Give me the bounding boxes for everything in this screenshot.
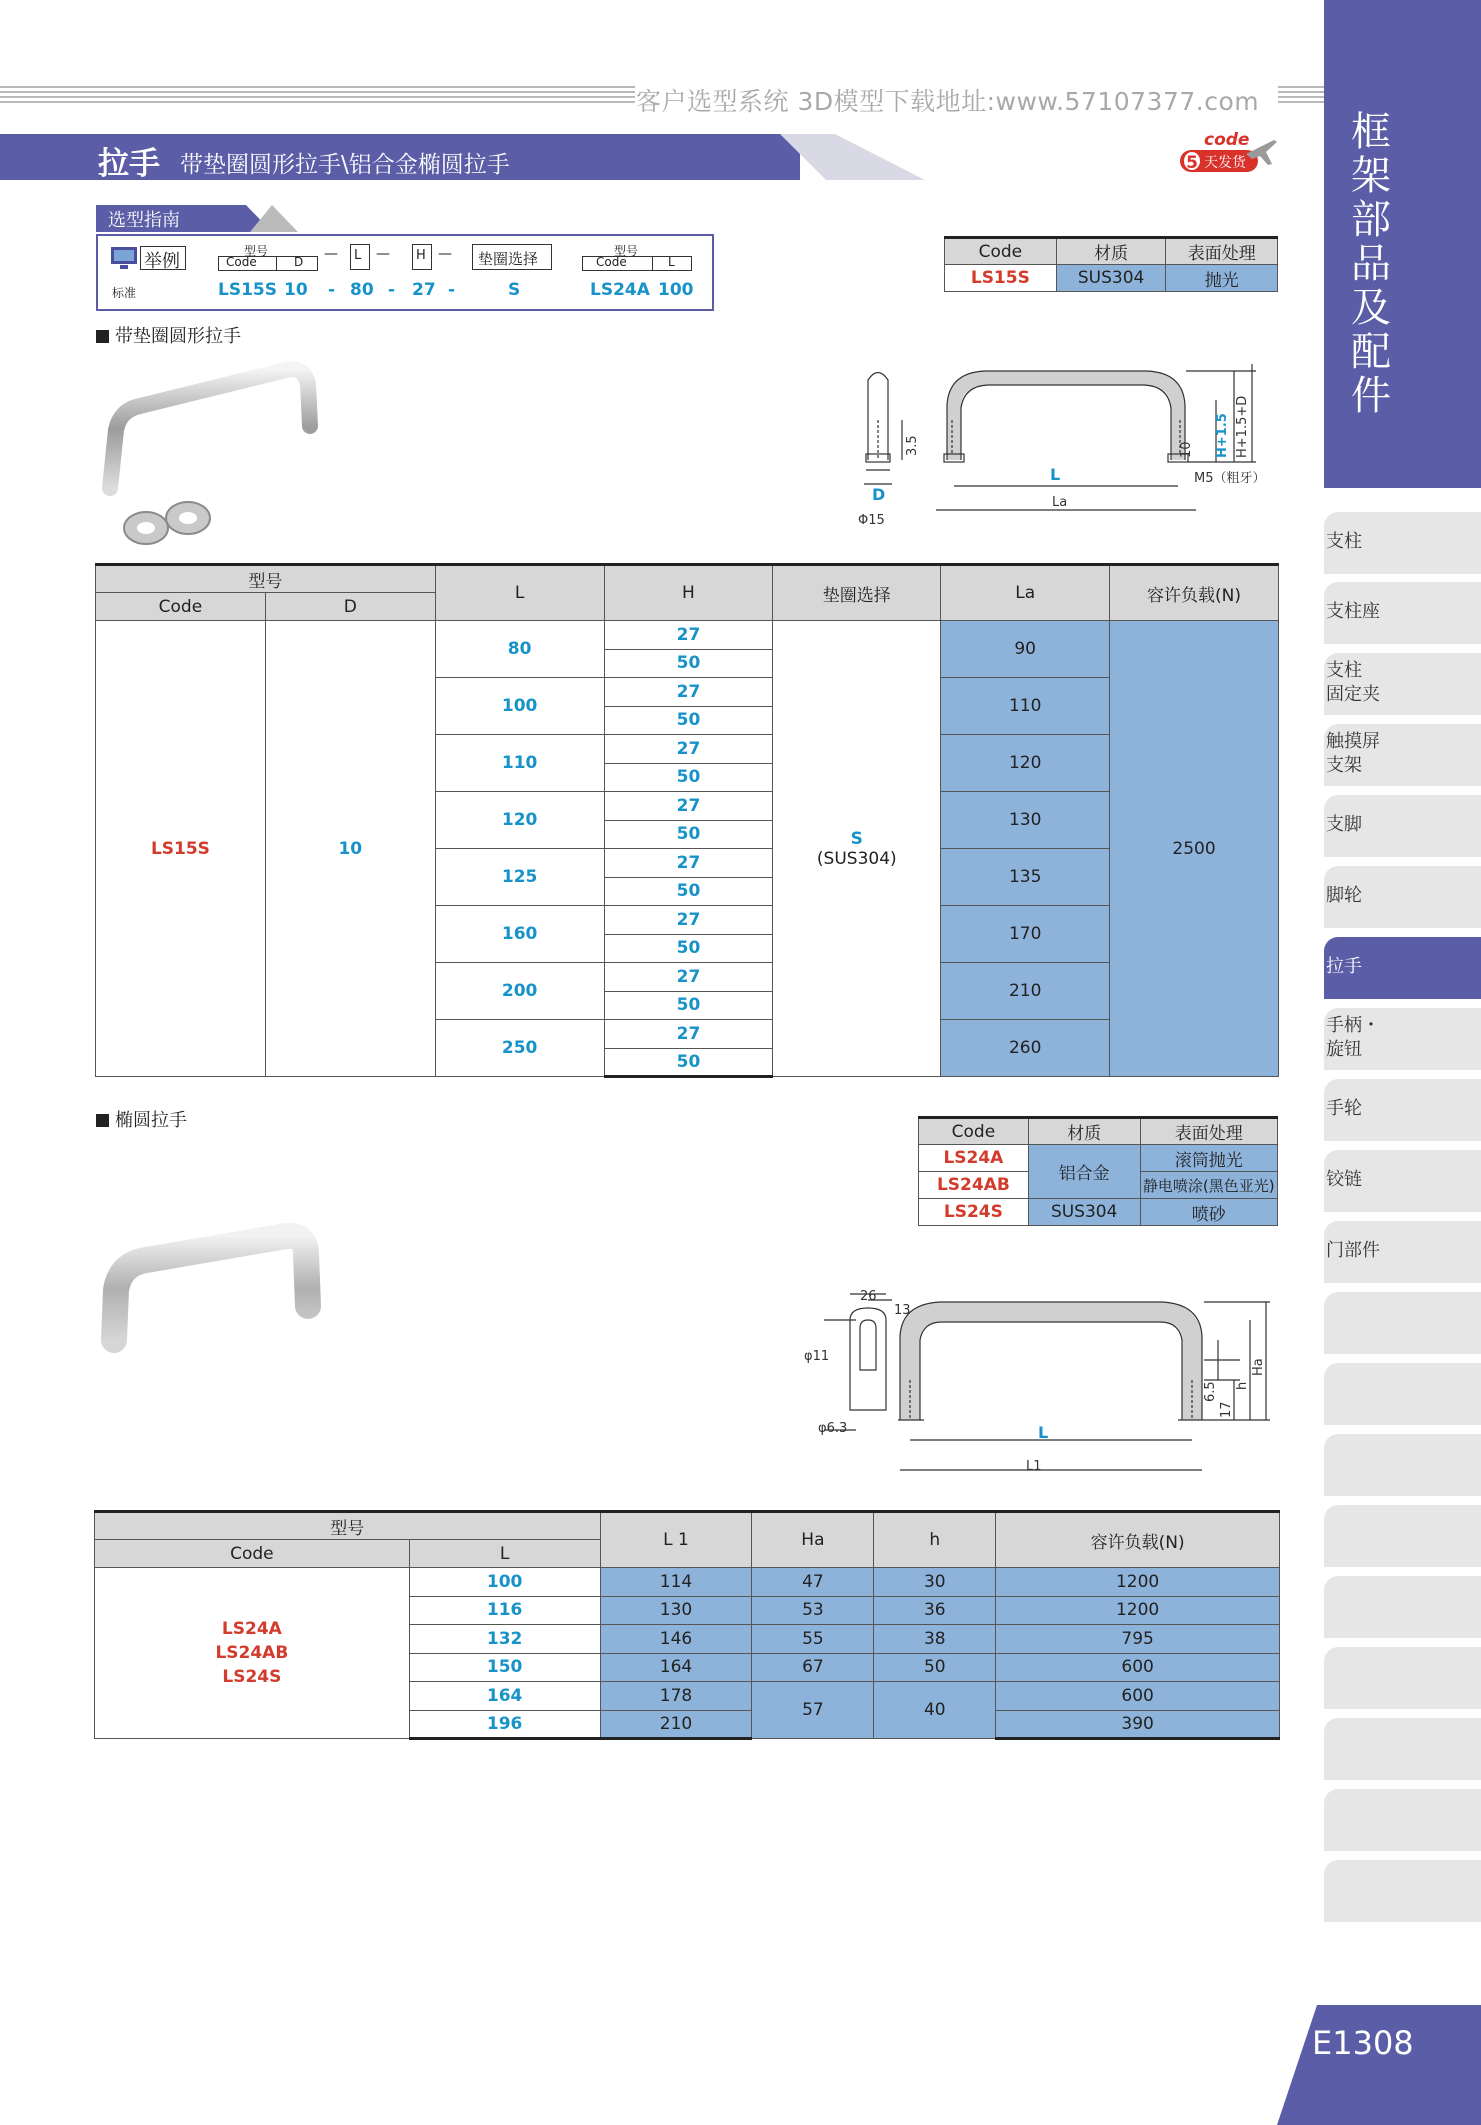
page-number-bg — [1277, 2005, 1481, 2125]
side-category-title: 框架部品及配件 — [1351, 109, 1391, 419]
example-d: 10 — [284, 280, 308, 300]
table-row: 50 — [96, 820, 1279, 849]
oval-handle-drawing — [800, 1280, 1280, 1480]
round-handle-drawing — [856, 360, 1276, 530]
table-row: 200 27 210 — [96, 963, 1279, 992]
svg-text:6.5: 6.5 — [1203, 1381, 1218, 1402]
material-value: SUS304 — [1056, 265, 1166, 292]
svg-text:Φ15: Φ15 — [858, 513, 885, 528]
page-number: E1308 — [1312, 2024, 1414, 2062]
table-row: LS24A LS24AB LS24S 100 114 47 30 1200 — [95, 1568, 1280, 1597]
svg-text:L: L — [1038, 1423, 1049, 1442]
title-bar-accent — [780, 134, 925, 180]
material-table-1: Code 材质 表面处理 LS15S SUS304 抛光 — [944, 236, 1278, 292]
example-code: LS15S — [218, 280, 277, 300]
material-code: LS15S — [945, 265, 1057, 292]
table-row: 50 — [96, 763, 1279, 792]
side-tab-4[interactable]: 触摸屏 支架 — [1324, 724, 1481, 786]
side-tab-11[interactable]: 门部件 — [1324, 1221, 1481, 1283]
download-url[interactable]: 客户选型系统 3D模型下载地址:www.57107377.com — [636, 87, 1260, 116]
header-rule-lines-right — [1278, 86, 1326, 106]
table-row: LS15S 10 80 27 S (SUS304) 90 2500 — [96, 621, 1279, 650]
svg-text:17: 17 — [1219, 1401, 1234, 1418]
side-tab-8[interactable]: 手柄・ 旋钮 — [1324, 1008, 1481, 1070]
table-row: 50 — [96, 877, 1279, 906]
badge-text: 天发货 — [1204, 155, 1246, 171]
round-handle-photo — [96, 360, 326, 560]
side-tab-7-active[interactable]: 拉手 — [1324, 937, 1481, 999]
side-tab-13[interactable] — [1324, 1363, 1481, 1425]
table-row: 196 210 390 — [95, 1710, 1280, 1739]
example-h: 27 — [412, 280, 436, 300]
table-row: 116 130 53 36 1200 — [95, 1596, 1280, 1625]
svg-text:H+1.5: H+1.5 — [1215, 413, 1230, 458]
example2-l: 100 — [658, 280, 694, 300]
side-tab-19[interactable] — [1324, 1789, 1481, 1851]
table-row: 125 27 135 — [96, 849, 1279, 878]
svg-text:L1: L1 — [1026, 1459, 1042, 1474]
svg-text:H+1.5+D: H+1.5+D — [1235, 395, 1250, 458]
svg-text:M5（粗牙）: M5（粗牙） — [1194, 471, 1266, 486]
oval-handle-spec-table: 型号 L 1 Ha h 容许负载(N) Code L LS24A LS24AB LS24S 100 114 47 30 1200 116 130 53 36 1200 132 146 55 38 795 150 164 67 50 600 164 178 57 40 600 196 210 390 — [94, 1510, 1280, 1740]
side-tab-17[interactable] — [1324, 1647, 1481, 1709]
side-tab-12[interactable] — [1324, 1292, 1481, 1354]
delivery-badge — [1178, 130, 1278, 178]
side-tab-6[interactable]: 脚轮 — [1324, 866, 1481, 928]
side-tab-3[interactable]: 支柱 固定夹 — [1324, 653, 1481, 715]
svg-text:26: 26 — [860, 1289, 877, 1304]
round-handle-spec-table: 型号 L H 垫圈选择 La 容许负载(N) Code D LS15S 10 80 27 S (SUS304) 90 2500 50 100 27 110 50 110 27 120 50 120 27 130 50 125 27 135 50 160 27 170 50 200 27 210 50 250 27 260 50 — [95, 563, 1279, 1078]
svg-text:3.5: 3.5 — [905, 435, 920, 456]
table-row: 132 146 55 38 795 — [95, 1625, 1280, 1654]
table-row: 150 164 67 50 600 — [95, 1653, 1280, 1682]
guide-tab-label: 选型指南 — [108, 210, 180, 231]
table-row: 250 27 260 — [96, 1020, 1279, 1049]
side-tab-18[interactable] — [1324, 1718, 1481, 1780]
table-row: 50 — [96, 1048, 1279, 1077]
side-tab-20[interactable] — [1324, 1860, 1481, 1922]
finish-value: 抛光 — [1166, 265, 1278, 292]
svg-text:13: 13 — [894, 1303, 911, 1318]
side-tab-9[interactable]: 手轮 — [1324, 1079, 1481, 1141]
svg-text:φ6.3: φ6.3 — [818, 1421, 848, 1436]
monitor-icon — [110, 246, 138, 270]
table-row: 100 27 110 — [96, 678, 1279, 707]
section-title-2: 椭圆拉手 — [96, 1106, 187, 1132]
side-tab-10[interactable]: 铰链 — [1324, 1150, 1481, 1212]
page-subtitle: 带垫圈圆形拉手\铝合金椭圆拉手 — [180, 152, 510, 178]
svg-text:Ha: Ha — [1251, 1358, 1266, 1376]
airplane-icon — [1244, 134, 1278, 168]
svg-text:φ11: φ11 — [804, 1349, 830, 1364]
side-tab-5[interactable]: 支脚 — [1324, 795, 1481, 857]
table-row: 120 27 130 — [96, 792, 1279, 821]
table-row: 50 — [96, 649, 1279, 678]
badge-code-text: code — [1204, 130, 1250, 150]
svg-text:10: 10 — [1179, 441, 1194, 458]
side-tab-2[interactable]: 支柱座 — [1324, 582, 1481, 644]
side-tab-1[interactable]: 支柱 — [1324, 512, 1481, 574]
example2-code: LS24A — [590, 280, 650, 300]
example-l: 80 — [350, 280, 374, 300]
table-row: 160 27 170 — [96, 906, 1279, 935]
page-title: 拉手 — [98, 146, 160, 182]
table-row: 110 27 120 — [96, 735, 1279, 764]
svg-text:h: h — [1235, 1381, 1250, 1390]
example-label: 举例 — [144, 251, 180, 272]
table-row: 50 — [96, 706, 1279, 735]
table-row: 50 — [96, 934, 1279, 963]
svg-text:D: D — [872, 485, 886, 504]
side-tab-14[interactable] — [1324, 1434, 1481, 1496]
side-tab-15[interactable] — [1324, 1505, 1481, 1567]
table-row: 164 178 57 40 600 — [95, 1682, 1280, 1711]
badge-days: 5 — [1182, 150, 1202, 172]
example-washer: S — [508, 280, 521, 300]
standard-label: 标准 — [112, 286, 137, 300]
side-tab-16[interactable] — [1324, 1576, 1481, 1638]
oval-handle-photo — [96, 1210, 326, 1360]
svg-text:L: L — [1050, 465, 1061, 484]
selection-guide-box: 举例 标准 型号 Code D — L — H — 垫圈选择 型号 Code L LS15S 10 - 80 - 27 - S LS24A 100 — [96, 234, 714, 311]
section-title-1: 带垫圈圆形拉手 — [96, 322, 241, 348]
table-row: 50 — [96, 991, 1279, 1020]
material-table-2: Code 材质 表面处理 LS24A 铝合金 滚筒抛光 LS24AB 静电喷涂(黑色亚光) LS24S SUS304 喷砂 — [918, 1116, 1278, 1226]
svg-text:La: La — [1052, 495, 1068, 510]
